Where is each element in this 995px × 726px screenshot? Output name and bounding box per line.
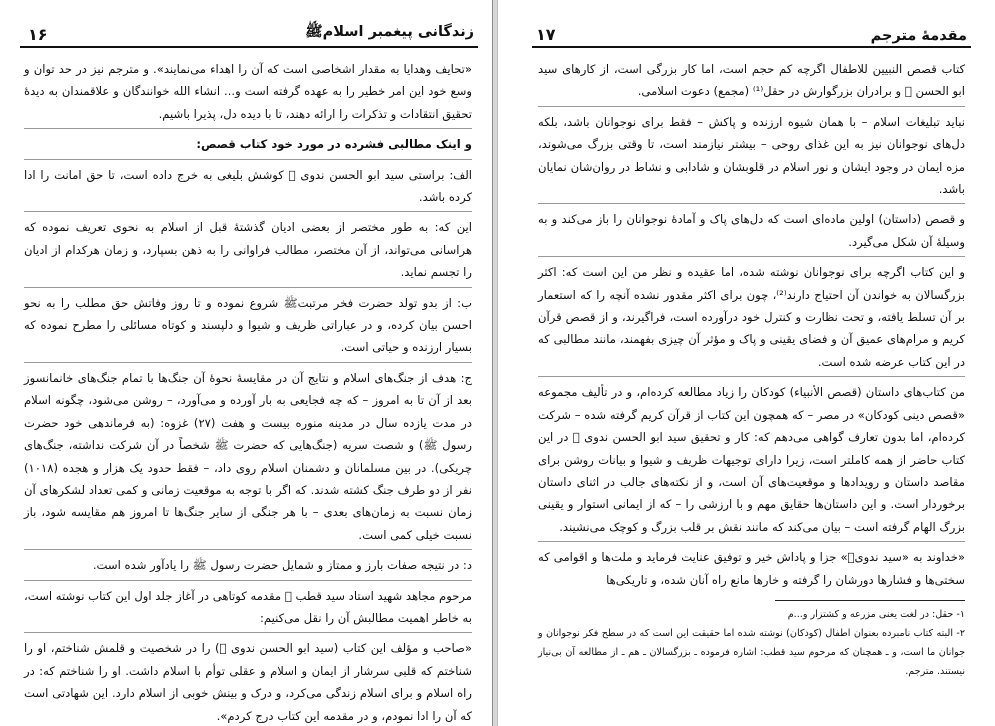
footnote-rule bbox=[775, 600, 965, 601]
header-rule bbox=[532, 46, 971, 48]
paragraph: و قصص (داستان) اولین ماده‌ای است که دل‌های پاک و آمادهٔ نوجوانان را باز می‌کند و به وسیلهٔ آن شکل می‌گیرد. bbox=[538, 212, 965, 249]
right-page bbox=[498, 0, 995, 726]
paragraph: د: در نتیجه صفات بارز و ممتاز و شمایل حضرت رسول ﷺ را یادآور شده است. bbox=[92, 558, 472, 573]
paragraph: ج: هدف از جنگ‌های اسلام و نتایج آن در مقایسهٔ نحوهٔ آن جنگ‌ها با تمام جنگ‌های خانمانسوز بعد از آن تا به امروز – که چه فجایعی به بار آورده و می‌آورد، – روشن می‌شود، چگونه اسلام در مدت یازده سال در مدینه منوره بیست و هفت (۲۷) غزوه: (به فرماندهی خود حضرت رسول ﷺ) و شصت سریه (جنگ‌هایی که حضرت ﷺ شخصاً در آن شرکت نداشته، جنگ‌های چریکی). در بین مسلمانان و دشمنان اسلام روی داد، – فقط حدود یک هزار و هجده (۱۰۱۸) نفر از دو طرف جنگ کشته شدند. که اگر با توجه به موقعیت زمانی و کمی تعداد لشکرهای آن زمان نسبت به زمان‌های بعدی – با هر جنگی از سایر جنگ‌ها تا امروز هم مقایسه شود، باز نسبت خیلی کمی است. bbox=[24, 370, 473, 542]
running-title: زندگانی پیغمبر اسلامﷺ bbox=[305, 24, 474, 40]
separator bbox=[24, 362, 472, 363]
separator bbox=[538, 106, 965, 107]
separator bbox=[538, 541, 965, 542]
paragraph: مرحوم مجاهد شهید استاد سید قطب ﷫ مقدمه کوتاهی در آغاز جلد اول این کتاب نوشته است، به خاطر اهمیت مطالبش آن را نقل می‌کنیم: bbox=[24, 588, 472, 625]
right-page-body bbox=[538, 58, 965, 591]
right-page-header bbox=[536, 18, 967, 44]
footnote: ۲- البته کتاب نامبرده بعنوان اطفال (کودکان) نوشته شده اما حقیقت این است که در سطح فکر نوجوانان و جوانان ما است، و ـ همچنان که مرحوم سید قطب: اشاره فرموده ـ بزرگسالان ـ هم ـ از مطالعه آن بی‌نیاز نیستند. مترجم. bbox=[538, 628, 965, 677]
page-number: ۱۶ bbox=[28, 25, 48, 44]
header-rule bbox=[20, 46, 478, 48]
running-title: مقدمهٔ مترجم bbox=[870, 28, 967, 44]
paragraph: کتاب قصص النبیین للاطفال اگرچه کم حجم است، اما کار بزرگی است، از کارهای سید ابو الحسن ﷫ و برادران بزرگوارش در حقل⁽¹⁾ (مجمع) دعوت اسلامی. bbox=[538, 62, 965, 99]
paragraph: «تحایف وهدایا به مقدار اشخاصی است که آن را اهداء می‌نمایند». و مترجم نیز در حد توان و وسع خود این امر خطیر را به عهده گرفته است و... انشاء الله خوانندگان و علاقمندان به دیدهٔ تحقیق انتقادات و تذکرات را ارائه دهند، تا با دیده دل، پذیرا باشیم. bbox=[24, 62, 472, 121]
left-page bbox=[0, 0, 492, 726]
footnote: ۱- حقل: در لغت یعنی مزرعه و کشتزار و...م bbox=[787, 609, 965, 620]
left-page-header bbox=[28, 18, 474, 44]
separator bbox=[24, 159, 472, 160]
footnotes bbox=[538, 605, 965, 681]
paragraph: ب: از بدو تولد حضرت فخر مرتبتﷺ شروع نموده و تا روز وفاتش حق مطلب را به نحو احسن بیان کرده، و در عباراتی ظریف و شیوا و دلپسند و کوتاه مسائلی را مطرح نموده که بسیار ارزنده و حیاتی است. bbox=[24, 295, 472, 355]
section-heading: و اینک مطالبی فشرده در مورد خود کتاب قصص: bbox=[196, 137, 472, 152]
separator bbox=[24, 549, 472, 550]
paragraph: نباید تبلیغات اسلام – با همان شیوه ارزنده و پاکش – فقط برای نوجوانان باشد، بلکه دل‌های نوجوانان نیز به این غذای روحی – بیشتر نیازمند است، تا وقتی بزرگ می‌شوند، مزه ایمان در وجود ایشان و نور اسلام در قلوبشان و شادابی و نشاط در روان‌شان نمایان باشد. bbox=[538, 114, 965, 197]
separator bbox=[24, 632, 472, 633]
paragraph: و این کتاب اگرچه برای نوجوانان نوشته شده، اما عقیده و نظر من این است که: اکثر بزرگسالان به خواندن آن احتیاج دارند⁽²⁾، چون برای اکثر مقدور نشده آنچه را که استعمار بر آن تسلط یافته، و تحت نظارت و کنترل خود درآورده است، فراگیرند، و از قصص قرآن کریم و مرام‌های عمیق آن و فضای یقینی و پاک و مؤثر آن چیزی بفهمند، مانند مطالبی که در این کتاب عرضه شده است. bbox=[538, 265, 965, 369]
paragraph: «خداوند به «سید ندوی﷫» جزا و پاداش خیر و توفیق عنایت فرماید و ملت‌ها و اقوامی که سختی‌ها و فشارها دورشان را گرفته و خارها مانع راه آنان شده، و تاریکی‌ها bbox=[538, 550, 965, 587]
separator bbox=[24, 580, 472, 581]
paragraph: این که: به طور مختصر از بعضی ادیان گذشتهٔ قبل از اسلام به نحوی تعریف نموده که هراسانی می‌تواند، از آن مختصر، مطالب فراوانی را به ذهن بسپارد، و زمان هرکدام از ادیان را تجسم نماید. bbox=[24, 220, 472, 280]
separator bbox=[24, 287, 472, 288]
paragraph: من کتاب‌های داستان (قصص الأنبیاء) کودکان را زیاد مطالعه کرده‌ام، و در تألیف مجموعه «قصص دینی کودکان» در مصر – که همچون این کتاب از قرآن کریم گرفته شده – شرکت کرده‌ام، اما بدون تعارف گواهی می‌دهم که: کار و تحقیق سید ابو الحسن ندوی ﷫ در این کتاب حاضر از همه کاملتر است، زیرا دارای توجیهات ظریف و شیوا و بیانات روشن برای مقاصد داستان و رویدادها و موقعیت‌های آن است، و از نکته‌های جالب در اثنای داستان برخوردار است. و این داستان‌ها حقایق مهم و با ارزشی را – که از ایمانی استوار و یقینی بزرگ الهام گرفته است – بیان می‌کند که مانند نقش بر قلب بزرگ و کوچک می‌نشیند. bbox=[538, 385, 965, 534]
separator bbox=[538, 256, 965, 257]
paragraph: «صاحب و مؤلف این کتاب (سید ابو الحسن ندوی ﷫) را در شخصیت و قلمش شناختم، او را شناختم که قلبی سرشار از ایمان و اسلام و عقلی توأم با اسلام داشت. او را شناختم که: در راه اسلام و برای اسلام زندگی می‌کرد، و درک و بینش خوبی از اسلام دارد. این شهادتی است که آن را ادا نمودم، و در مقدمه این کتاب درج کردم». bbox=[24, 641, 472, 723]
separator bbox=[538, 376, 965, 377]
separator bbox=[538, 203, 965, 204]
separator bbox=[24, 211, 472, 212]
left-page-body bbox=[24, 58, 472, 726]
paragraph: الف: براستی سید ابو الحسن ندوی ﷫ کوشش بلیغی به خرج داده است، تا حق امانت را ادا کرده باشد. bbox=[24, 167, 472, 205]
page-number: ۱۷ bbox=[536, 25, 556, 44]
separator bbox=[24, 128, 472, 129]
